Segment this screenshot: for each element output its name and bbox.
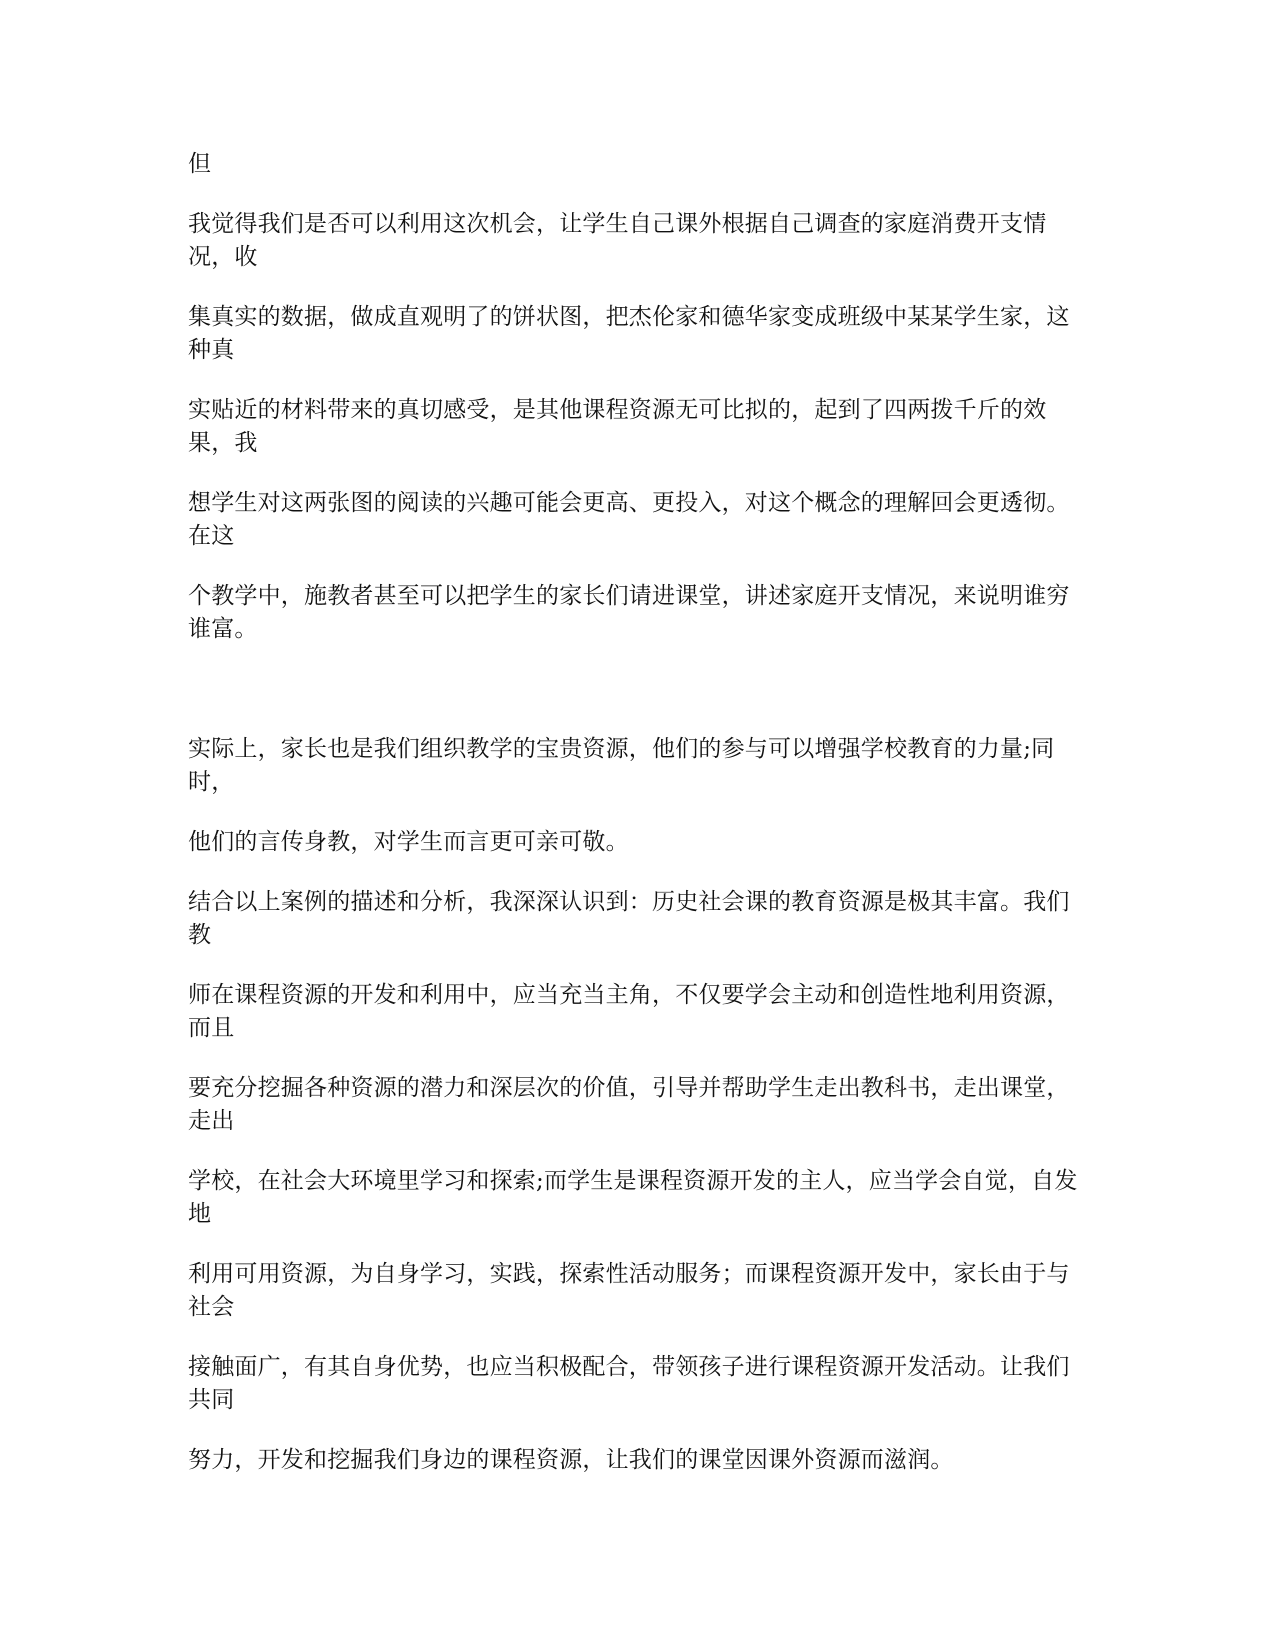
document-body — [188, 148, 1088, 1504]
paragraph: 想学生对这两张图的阅读的兴趣可能会更高、更投入，对这个概念的理解回会更透彻。在这 — [188, 490, 1070, 549]
paragraph: 要充分挖掘各种资源的潜力和深层次的价值，引导并帮助学生走出教科书，走出课堂，走出 — [188, 1075, 1070, 1134]
paragraph: 结合以上案例的描述和分析，我深深认识到：历史社会课的教育资源是极其丰富。我们教 — [188, 889, 1070, 948]
paragraph: 集真实的数据，做成直观明了的饼状图，把杰伦家和德华家变成班级中某某学生家，这种真 — [188, 304, 1070, 363]
paragraph: 接触面广，有其自身优势，也应当积极配合，带领孩子进行课程资源开发活动。让我们共同 — [188, 1354, 1070, 1413]
paragraph: 实际上，家长也是我们组织教学的宝贵资源，他们的参与可以增强学校教育的力量;同时， — [188, 736, 1055, 795]
paragraph: 实贴近的材料带来的真切感受，是其他课程资源无可比拟的，起到了四两拨千斤的效果，我 — [188, 397, 1047, 456]
paragraph: 但 — [188, 151, 212, 177]
paragraph: 利用可用资源，为自身学习，实践，探索性活动服务；而课程资源开发中，家长由于与社会 — [188, 1261, 1070, 1320]
paragraph: 我觉得我们是否可以利用这次机会，让学生自己课外根据自己调查的家庭消费开支情况，收 — [188, 211, 1047, 270]
paragraph: 努力，开发和挖掘我们身边的课程资源，让我们的课堂因课外资源而滋润。 — [188, 1447, 954, 1473]
paragraph: 师在课程资源的开发和利用中，应当充当主角，不仅要学会主动和创造性地利用资源，而且 — [188, 982, 1070, 1041]
paragraph: 学校，在社会大环境里学习和探索;而学生是课程资源开发的主人，应当学会自觉，自发地 — [188, 1168, 1078, 1227]
paragraph: 个教学中，施教者甚至可以把学生的家长们请进课堂，讲述家庭开支情况，来说明谁穷谁富。 — [188, 583, 1070, 642]
paragraph: 他们的言传身教，对学生而言更可亲可敬。 — [188, 829, 629, 855]
